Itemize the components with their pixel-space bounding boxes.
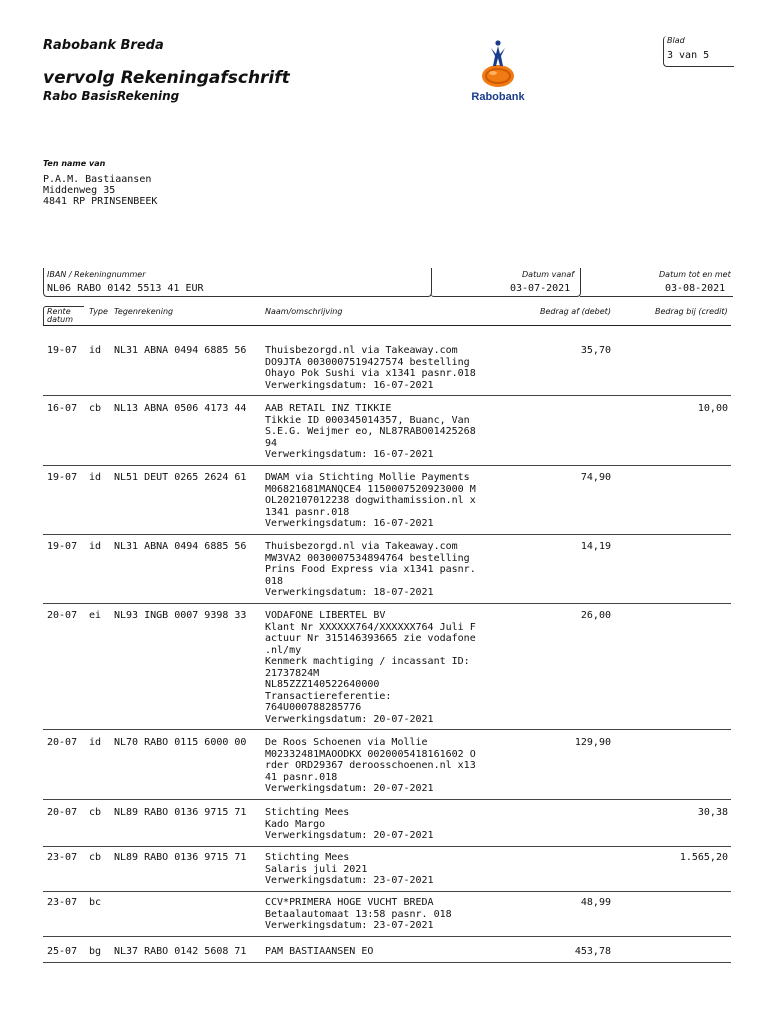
tx-description-line: MW3VA2 0030007534894764 bestelling	[265, 552, 470, 564]
tx-counter-account: NL93 INGB 0007 9398 33	[114, 610, 247, 621]
tx-date: 19-07	[47, 541, 78, 552]
tx-debit-amount: 453,78	[574, 946, 611, 957]
tx-description-line: PAM BASTIAANSEN EO	[265, 946, 374, 957]
tx-description-line: NL85ZZZ140522640000	[265, 679, 380, 690]
tx-counter-account: NL51 DEUT 0265 2624 61	[114, 472, 247, 483]
tx-description-line: 018	[265, 575, 284, 587]
iban-label: IBAN / Rekeningnummer	[47, 270, 146, 279]
tx-description-line: DWAM via Stichting Mollie Payments	[265, 472, 470, 483]
tx-date: 19-07	[47, 472, 78, 483]
row-separator	[43, 799, 731, 800]
tx-description-line: 21737824M	[265, 667, 320, 679]
tx-counter-account: NL31 ABNA 0494 6885 56	[114, 541, 247, 552]
tx-description-line: 94	[265, 437, 278, 449]
tx-description-line: M02332481MAOODKX 0020005418161602 O	[265, 748, 476, 760]
tx-description-line: Betaalautomaat 13:58 pasnr. 018	[265, 908, 452, 920]
tx-description-line: 41 pasnr.018	[265, 771, 338, 783]
row-separator	[43, 729, 731, 730]
tx-debit-amount: 26,00	[580, 610, 611, 621]
tx-type: bg	[89, 946, 102, 957]
row-separator	[43, 962, 731, 963]
tx-type: cb	[89, 807, 102, 818]
tx-credit-amount: 30,38	[697, 807, 728, 818]
tx-description-line: 1341 pasnr.018	[265, 506, 350, 518]
tx-date: 20-07	[47, 737, 78, 748]
tx-description-line: Verwerkingsdatum: 23-07-2021	[265, 920, 434, 931]
tx-credit-amount: 10,00	[697, 403, 728, 414]
tx-description-line: VODAFONE LIBERTEL BV	[265, 610, 386, 621]
tx-description-line: Thuisbezorgd.nl via Takeaway.com	[265, 541, 458, 552]
tx-description-line: Verwerkingsdatum: 18-07-2021	[265, 587, 434, 598]
row-separator	[43, 603, 731, 604]
holder-street: Middenweg 35	[43, 185, 116, 196]
date-from-value: 03-07-2021	[510, 283, 571, 294]
col-naam: Naam/omschrijving	[265, 307, 343, 316]
holder-city: 4841 RP PRINSENBEEK	[43, 196, 158, 207]
date-to-label: Datum tot en met	[659, 270, 731, 279]
tx-type: bc	[89, 897, 102, 908]
tx-credit-amount: 1.565,20	[679, 852, 728, 863]
tx-type: id	[89, 472, 102, 483]
tx-type: cb	[89, 403, 102, 414]
tx-debit-amount: 35,70	[580, 345, 611, 356]
holder-label: Ten name van	[43, 159, 106, 168]
page-number: 3 van 5	[667, 50, 710, 61]
tx-description-line: Verwerkingsdatum: 16-07-2021	[265, 449, 434, 460]
tx-description-line: Verwerkingsdatum: 16-07-2021	[265, 518, 434, 529]
tx-description-line: Verwerkingsdatum: 20-07-2021	[265, 830, 434, 841]
tx-description-line: Prins Food Express via x1341 pasnr.	[265, 564, 476, 575]
tx-description-line: De Roos Schoenen via Mollie	[265, 737, 428, 748]
tx-description-line: AAB RETAIL INZ TIKKIE	[265, 403, 392, 414]
tx-description-line: Verwerkingsdatum: 20-07-2021	[265, 713, 434, 725]
tx-type: cb	[89, 852, 102, 863]
tx-description-line: DO9JTA 0030007519427574 bestelling	[265, 356, 470, 368]
tx-date: 19-07	[47, 345, 78, 356]
row-separator	[43, 465, 731, 466]
tx-type: ei	[89, 610, 102, 621]
document-title: vervolg Rekeningafschrift	[43, 68, 290, 88]
tx-description-line: 764U000788285776	[265, 702, 362, 713]
row-separator	[43, 891, 731, 892]
tx-description-line: Klant Nr XXXXXX764/XXXXXX764 Juli F	[265, 621, 476, 633]
tx-description-line: Kado Margo	[265, 818, 326, 830]
row-separator	[43, 534, 731, 535]
tx-description-line: Ohayo Pok Sushi via x1341 pasnr.018	[265, 368, 476, 379]
col-datum: datum	[47, 315, 73, 324]
date-to-frame	[580, 296, 733, 297]
tx-description-line: Kenmerk machtiging / incassant ID:	[265, 656, 470, 667]
tx-counter-account: NL37 RABO 0142 5608 71	[114, 946, 247, 957]
date-to-value: 03-08-2021	[665, 283, 726, 294]
tx-counter-account: NL89 RABO 0136 9715 71	[114, 807, 247, 818]
tx-type: id	[89, 737, 102, 748]
tx-description-line: Stichting Mees	[265, 852, 350, 863]
tx-counter-account: NL89 RABO 0136 9715 71	[114, 852, 247, 863]
col-tegenrekening: Tegenrekening	[114, 307, 174, 316]
col-type: Type	[89, 307, 108, 316]
bank-name: Rabobank Breda	[43, 38, 164, 53]
row-separator	[43, 936, 731, 937]
tx-description-line: Transactiereferentie:	[265, 690, 392, 702]
tx-description-line: rder ORD29367 deroosschoenen.nl x13	[265, 760, 476, 771]
tx-debit-amount: 74,90	[580, 472, 611, 483]
tx-description-line: Tikkie ID 000345014357, Buanc, Van	[265, 414, 470, 426]
tx-debit-amount: 129,90	[574, 737, 611, 748]
tx-date: 25-07	[47, 946, 78, 957]
tx-date: 20-07	[47, 610, 78, 621]
tx-type: id	[89, 345, 102, 356]
rabobank-logo	[462, 36, 534, 106]
tx-debit-amount: 48,99	[580, 897, 611, 908]
tx-description-line: .nl/my	[265, 644, 302, 656]
tx-counter-account: NL31 ABNA 0494 6885 56	[114, 345, 247, 356]
row-separator	[43, 846, 731, 847]
tx-description-line: Thuisbezorgd.nl via Takeaway.com	[265, 345, 458, 356]
col-rente: Rente	[47, 307, 71, 316]
tx-date: 16-07	[47, 403, 78, 414]
tx-description-line: actuur Nr 315146393665 zie vodafone	[265, 633, 476, 644]
header-rule	[43, 325, 731, 326]
iban-value: NL06 RABO 0142 5513 41 EUR	[47, 283, 204, 294]
row-separator	[43, 395, 731, 396]
tx-type: id	[89, 541, 102, 552]
holder-name: P.A.M. Bastiaansen	[43, 174, 152, 185]
col-credit: Bedrag bij (credit)	[655, 307, 728, 316]
tx-description-line: Stichting Mees	[265, 807, 350, 818]
document-subtitle: Rabo BasisRekening	[43, 89, 180, 103]
tx-description-line: Verwerkingsdatum: 16-07-2021	[265, 379, 434, 391]
rabobank-logo-icon	[462, 36, 534, 106]
tx-description-line: Verwerkingsdatum: 20-07-2021	[265, 783, 434, 794]
tx-debit-amount: 14,19	[580, 541, 611, 552]
tx-description-line: OL202107012238 dogwithamission.nl x	[265, 495, 476, 506]
tx-description-line: Salaris juli 2021	[265, 863, 368, 875]
tx-date: 23-07	[47, 897, 78, 908]
tx-description-line: M06821681MANQCE4 1150007520923000 M	[265, 483, 476, 495]
blad-label: Blad	[667, 36, 685, 45]
date-from-label: Datum vanaf	[522, 270, 575, 279]
tx-description-line: S.E.G. Weijmer eo, NL87RABO01425268	[265, 426, 476, 437]
col-debet: Bedrag af (debet)	[540, 307, 611, 316]
tx-counter-account: NL70 RABO 0115 6000 00	[114, 737, 247, 748]
tx-description-line: CCV*PRIMERA HOGE VUCHT BREDA	[265, 897, 434, 908]
tx-counter-account: NL13 ABNA 0506 4173 44	[114, 403, 247, 414]
logo-wordmark: Rabobank	[471, 91, 525, 103]
tx-date: 20-07	[47, 807, 78, 818]
tx-date: 23-07	[47, 852, 78, 863]
tx-description-line: Verwerkingsdatum: 23-07-2021	[265, 875, 434, 886]
